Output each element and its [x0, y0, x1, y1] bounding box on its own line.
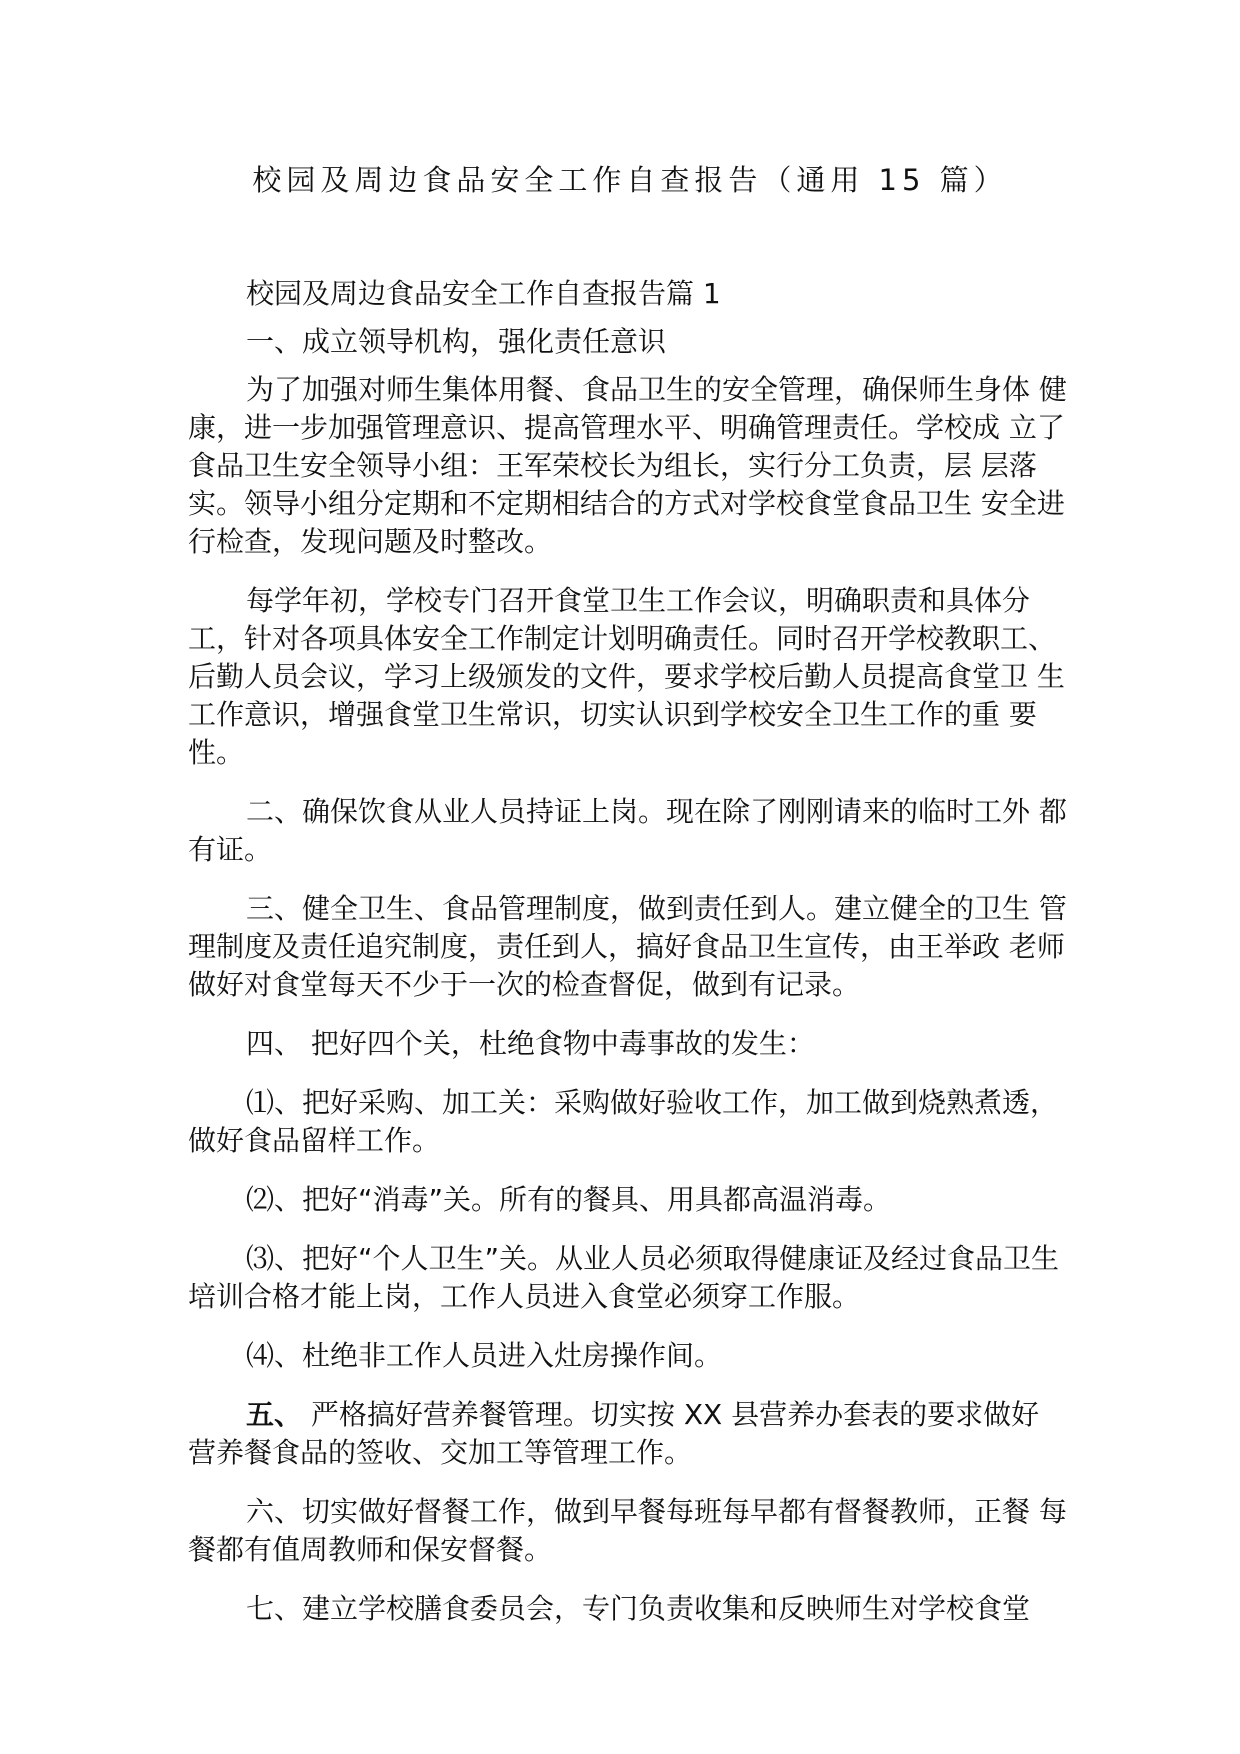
paragraph: ⑶、把好“个人卫生”关。从业人员必须取得健康证及经过食品卫生培训合格才能上岗，工作人员进入食堂必须穿工作服。: [188, 1242, 1060, 1313]
paragraph: 二、确保饮食从业人员持证上岗。现在除了刚刚请来的临时工外 都有证。: [188, 795, 1067, 866]
paragraph: 六、切实做好督餐工作，做到早餐每班每早都有督餐教师，正餐 每餐都有值周教师和保安督餐。: [188, 1495, 1067, 1566]
paragraph: ⑵、把好“消毒”关。所有的餐具、用具都高温消毒。: [246, 1183, 892, 1216]
document-body: [188, 275, 1068, 1649]
paragraph: 每学年初，学校专门召开食堂卫生工作会议，明确职责和具体分工，针对各项具体安全工作制定计划明确责任。同时召开学校教职工、 后勤人员会议，学习上级颁发的文件，要求学校后勤人员提高食堂卫 生工作意识，增强食堂卫生常识，切实认识到学校安全卫生工作的重 要性。: [188, 584, 1065, 769]
paragraph: 三、健全卫生、食品管理制度，做到责任到人。建立健全的卫生 管理制度及责任追究制度，责任到人，搞好食品卫生宣传，由王举政 老师做好对食堂每天不少于一次的检查督促，做到有记录。: [188, 892, 1067, 1001]
paragraph: [188, 1396, 1068, 1472]
paragraph: 为了加强对师生集体用餐、食品卫生的安全管理，确保师生身体 健康，进一步加强管理意识、提高管理水平、明确管理责任。学校成 立了食品卫生安全领导小组：王军荣校长为组长，实行分工负责，层 层落实。领导小组分定期和不定期相结合的方式对学校食堂食品卫生 安全进行检查，发现问题及时整改。: [188, 373, 1067, 558]
paragraph: 四、 把好四个关，杜绝食物中毒事故的发生：: [246, 1027, 815, 1060]
paragraph-text: 严格搞好营养餐管理。切实按 XX 县营养办套表的要求做好 营养餐食品的签收、交加工等管理工作。: [188, 1398, 1040, 1469]
paragraph-heading: 五、: [246, 1398, 303, 1431]
paragraph: 七、建立学校膳食委员会，专门负责收集和反映师生对学校食堂: [246, 1592, 1031, 1625]
paragraph: ⑷、杜绝非工作人员进入灶房操作间。: [246, 1339, 723, 1372]
section-title: 校园及周边食品安全工作自查报告篇 1: [246, 277, 721, 310]
document-title: 校园及周边食品安全工作自查报告（通用 15 篇）: [252, 163, 1008, 197]
heading-1: 一、成立领导机构，强化责任意识: [246, 325, 667, 358]
paragraph: ⑴、把好采购、加工关：采购做好验收工作，加工做到烧熟煮透， 做好食品留样工作。: [188, 1086, 1059, 1157]
